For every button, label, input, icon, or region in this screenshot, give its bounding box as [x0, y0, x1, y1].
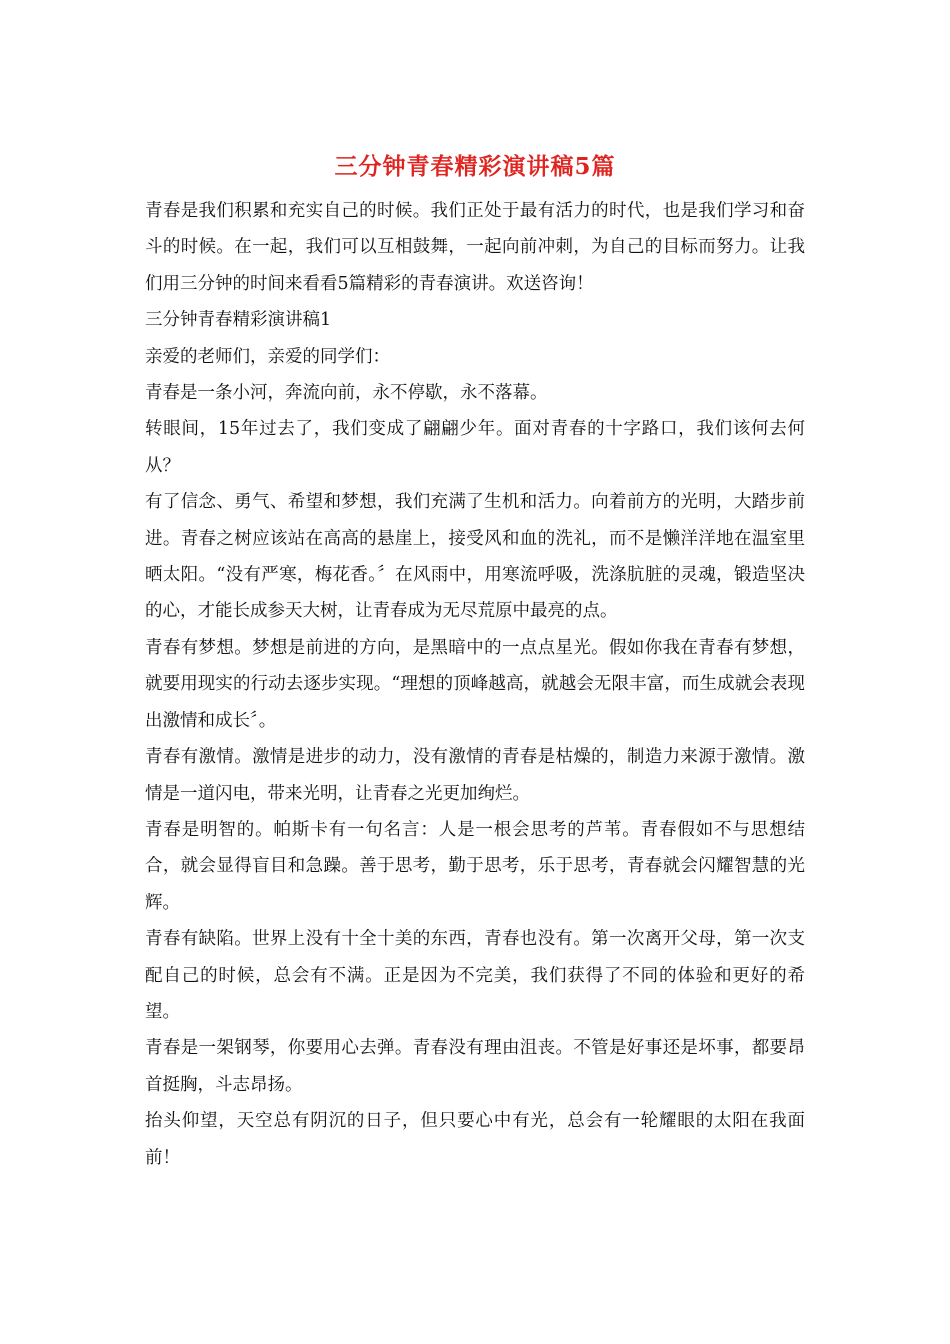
body-paragraph: 青春是一架钢琴，你要用心去弹。青春没有理由沮丧。不管是好事还是坏事，都要昂首挺胸，斗志昂扬。 [145, 1038, 805, 1095]
body-paragraph: 青春有激情。激情是进步的动力，没有激情的青春是枯燥的，制造力来源于激情。激情是一道闪电，带来光明，让青春之光更加绚烂。 [145, 747, 805, 804]
salutation: 亲爱的老师们，亲爱的同学们： [145, 346, 390, 367]
body-paragraph: 青春有缺陷。世界上没有十全十美的东西，青春也没有。第一次离开父母，第一次支配自己的时候，总会有不满。正是因为不完美，我们获得了不同的体验和更好的希望。 [145, 929, 805, 1022]
body-paragraph: 青春是一条小河，奔流向前，永不停歇，永不落幕。 [145, 383, 548, 404]
intro-paragraph: 青春是我们积累和充实自己的时候。我们正处于最有活力的时代，也是我们学习和奋斗的时候。在一起，我们可以互相鼓舞，一起向前冲刺，为自己的目标而努力。让我们用三分钟的时间来看看5篇精彩的青春演讲。欢送咨询！ [145, 201, 805, 294]
document-body [145, 193, 805, 1176]
body-paragraph: 青春有梦想。梦想是前进的方向，是黑暗中的一点点星光。假如你我在青春有梦想，就要用现实的行动去逐步实现。“理想的顶峰越高，就越会无限丰富，而生成就会表现出激情和成长〞。 [145, 637, 805, 731]
section-heading: 三分钟青春精彩演讲稿1 [145, 310, 332, 331]
document-title: 三分钟青春精彩演讲稿5篇 [334, 153, 616, 180]
closing-paragraph: 抬头仰望，天空总有阴沉的日子，但只要心中有光，总会有一轮耀眼的太阳在我面前！ [145, 1111, 805, 1168]
body-paragraph: 转眼间，15年过去了，我们变成了翩翩少年。面对青春的十字路口，我们该何去何从？ [145, 419, 805, 476]
body-paragraph: 有了信念、勇气、希望和梦想，我们充满了生机和活力。向着前方的光明，大踏步前进。青春之树应该站在高高的悬崖上，接受风和血的洗礼，而不是懒洋洋地在温室里晒太阳。“没有严寒，梅花香。〞在风雨中，用寒流呼吸，洗涤肮脏的灵魂，锻造坚决的心，才能长成参天大树，让青春成为无尽荒原中最亮的点。 [145, 492, 805, 622]
body-paragraph: 青春是明智的。帕斯卡有一句名言：人是一根会思考的芦苇。青春假如不与思想结合，就会显得盲目和急躁。善于思考，勤于思考，乐于思考，青春就会闪耀智慧的光辉。 [145, 819, 805, 913]
